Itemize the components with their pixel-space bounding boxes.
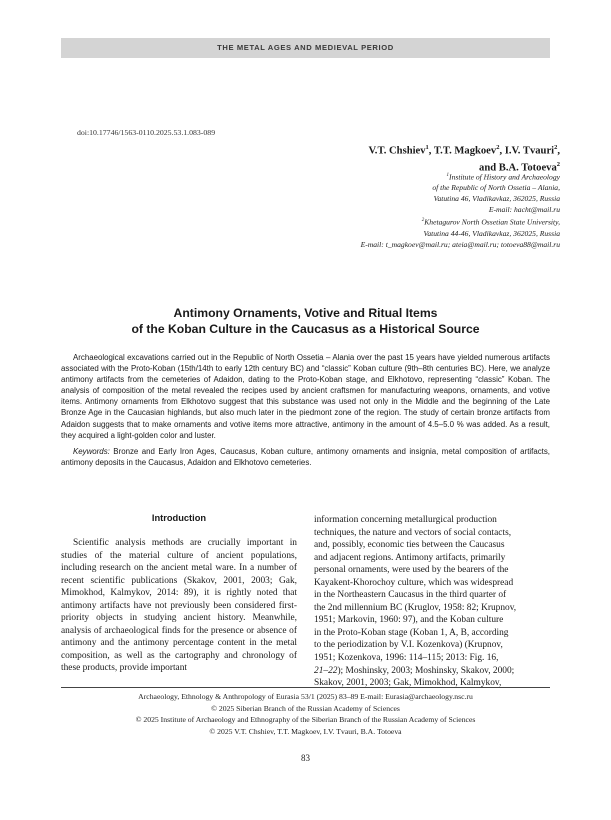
body-line: personal ornaments, were used by the bearers of the <box>314 565 509 576</box>
author-separator: , <box>428 145 434 157</box>
section-banner: THE METAL AGES AND MEDIEVAL PERIOD <box>61 38 550 58</box>
section-heading: Introduction <box>151 513 207 523</box>
title-line: of the Koban Culture in the Caucasus as a Historical Source <box>131 322 480 336</box>
abstract <box>61 352 550 468</box>
author-separator: , <box>499 145 505 157</box>
author-separator: , <box>557 145 560 157</box>
affiliation-marker: 2 <box>554 144 558 151</box>
affiliation-line: Vatutina 46, Vladikavkaz, 362025, Russia <box>433 194 560 204</box>
body-line: techniques, the nature and vectors of social contacts, <box>314 527 512 538</box>
affiliation-line <box>260 171 560 183</box>
copyright-line: © 2025 Siberian Branch of the Russian Academy of Sciences <box>211 703 400 713</box>
body-line: and adjacent regions. Antimony artifacts, primarily <box>314 552 506 563</box>
body-line: to the periodization by V.I. Kozenkova) (Krupnov, <box>314 640 503 651</box>
keywords <box>61 446 550 468</box>
author-line-1 <box>369 141 560 158</box>
title-line: Antimony Ornaments, Votive and Ritual Items <box>173 306 438 320</box>
author-list <box>369 141 560 174</box>
copyright-line: © 2025 V.T. Chshiev, T.T. Magkoev, I.V. Tvauri, B.A. Totoeva <box>209 726 402 736</box>
body-line: information concerning metallurgical production <box>314 515 497 525</box>
body-line: the 2nd millennium BC (Kruglov, 1958: 82; Krupnov, <box>314 602 517 613</box>
affiliation-line: of the Republic of North Ossetia – Alania, <box>432 183 560 193</box>
body-paragraph: Scientific analysis methods are crucially important in studies of the material culture of ancient populations, including research on the ancient metal ware. In a number of recent scientific publications (Skakov, 2001, 2003; Gak, Mimokhod, Kalmykov, 2014: 89), it is rightly noted that antimony artifacts have not previously been considered first-priority objects in studying ancient history. Meanwhile, analysis of archaeological finds for the presence or absence of antimony and the antimony percentage content in the metal composition, as well as the cartography and chronology of these products, provide important <box>61 538 297 674</box>
article-title <box>0 305 611 337</box>
footer <box>0 691 611 737</box>
body-line: in the Northeastern Caucasus in the third quarter of <box>314 590 507 601</box>
affiliation-text: Khetagurov North Ossetian State University, <box>424 217 560 227</box>
body-line: 21–22); Moshinsky, 2003; Moshinsky, Skakov, 2000; <box>314 665 515 676</box>
affiliation-marker: 1 <box>425 144 429 151</box>
abstract-text: Archaeological excavations carried out in the Republic of North Ossetia – Alania over the past 15 years have yielded numerous artifacts associated with the Proto-Koban (15th/14th to early 12th century BC) and “classic” Koban culture (9th–8th centuries BC). Here, we analyze antimony artifacts from the cemeteries of Adaidon, dating to the Proto-Koban stage, and Elkhotovo, representing “classic” Koban. The analysis of composition of the metal revealed the recipes used by ancient craftsmen for manufacturing weapons, ornaments, and votive items. Antimony ornaments from Elkhotovo suggest that this substance was used not only in the Middle and the beginning of the Late Bronze Age in the Caucasian highlands, but also much later in the piedmont zone of the region. The study of certain bronze artifacts from Adaidon suggests that to make ornaments and votive items more attractive, antimony in the amount of 4.5–5.0 % was added. As a result, they acquired a light-golden color and luster. <box>61 353 550 440</box>
affiliation-line <box>260 216 560 228</box>
body-column-left <box>61 537 297 675</box>
body-line: in the Proto-Koban stage (Koban 1, A, B, according <box>314 627 509 638</box>
body-column-right <box>314 514 550 690</box>
body-line: 1951; Kozenkova, 1996: 114–115; 2013: Fig. 16, <box>314 653 499 664</box>
body-line: Kayakent-Khorochoy culture, which was widespread <box>314 577 514 588</box>
footer-divider <box>61 687 550 688</box>
affiliation-text: Institute of History and Archaeology <box>449 172 560 182</box>
author-name: V.T. Chshiev <box>368 145 426 157</box>
author-name: T.T. Magkoev <box>433 145 497 157</box>
affiliation-line: Vatutina 44-46, Vladikavkaz, 362025, Russia <box>423 228 560 238</box>
keywords-label: Keywords: <box>73 446 110 456</box>
body-line: Skakov, 2001, 2003; Gak, Mimokhod, Kalmykov, <box>314 678 502 689</box>
affiliation-marker: 2 <box>556 160 560 168</box>
page-number: 83 <box>301 753 310 763</box>
affiliation-marker: 2 <box>421 218 425 224</box>
keywords-text: Bronze and Early Iron Ages, Caucasus, Koban culture, antimony ornaments and insignia, metal composition of artifacts, antimony deposits in the Caucasus, Adaidon and Elkhotovo cemeteries. <box>61 446 550 467</box>
affiliation-email: E-mail: hacht@mail.ru <box>488 205 560 215</box>
affiliation-marker: 1 <box>446 173 450 178</box>
affiliation-email: E-mail: t_magkoev@mail.ru; ateia@mail.ru; totoeva88@mail.ru <box>360 239 560 249</box>
affiliations <box>260 171 560 250</box>
affiliation-marker: 2 <box>496 144 500 151</box>
body-line: 1951; Markovin, 1960: 97), and the Koban culture <box>314 615 504 626</box>
author-name: I.V. Tvauri <box>504 145 555 157</box>
doi: doi:10.17746/1563-0110.2025.53.1.083-089 <box>77 128 216 137</box>
author-name: and B.A. Totoeva <box>479 162 557 174</box>
journal-info: Archaeology, Ethnology & Anthropology of Eurasia 53/1 (2025) 83–89 E-mail: Eurasia@archaeology.nsc.ru <box>138 692 473 701</box>
body-line: and, possibly, economic ties between the Caucasus <box>314 540 505 551</box>
copyright-line: © 2025 Institute of Archaeology and Ethnography of the Siberian Branch of the Russian Academy of Sciences <box>135 715 476 725</box>
